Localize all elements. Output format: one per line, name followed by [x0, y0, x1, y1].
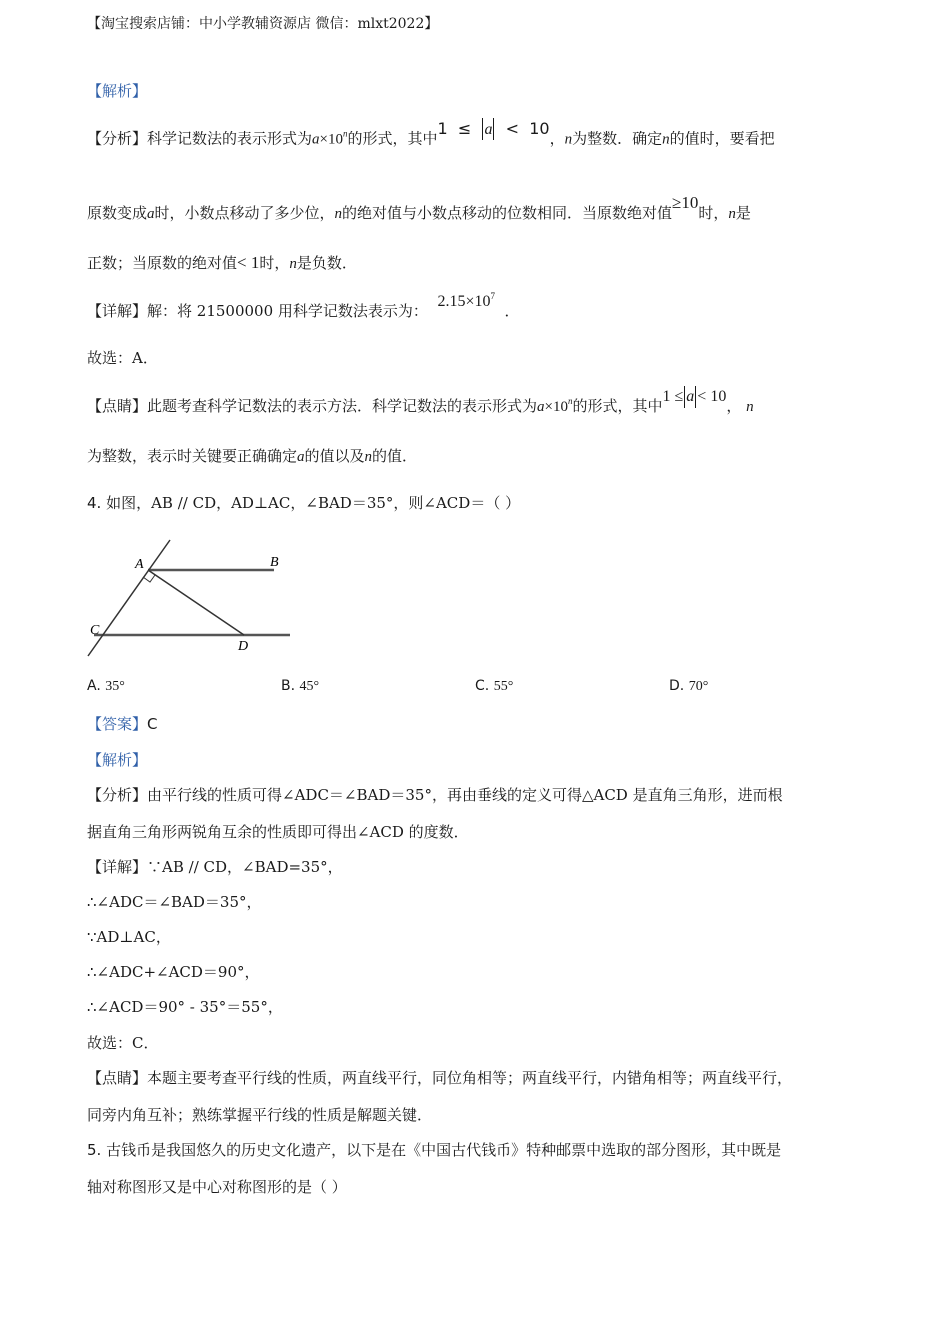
- q4-analysis-line2: 据直角三角形两锐角互余的性质即可得出∠ACD 的度数．: [87, 823, 469, 841]
- q4-option-c[interactable]: C. 55°: [475, 678, 514, 694]
- q3-result: $2.15\times 10^7$: [437, 291, 495, 310]
- q4-geometry-figure: [80, 530, 300, 665]
- q4-detail-line2: ∴∠ADC＝∠BAD＝35°，: [87, 893, 262, 911]
- label-c: C: [90, 623, 100, 638]
- q4-comment-tag: 【点睛】: [87, 1069, 148, 1087]
- q4-option-d[interactable]: D. 70°: [669, 678, 709, 694]
- q3-comment-inequality: 1 ≤ a < 10: [663, 388, 727, 405]
- q4-detail-line5: ∴∠ACD＝90° - 35°＝55°，: [87, 998, 283, 1016]
- q4-analysis-line1: 【分析】由平行线的性质可得∠ADC＝∠BAD＝35°，再由垂线的定义可得△ACD 是直角三角形，进而根: [87, 786, 783, 804]
- q4-answer-tag: 【答案】: [87, 715, 148, 733]
- q3-analysis-tag: 【分析】: [87, 129, 148, 148]
- q4-detail-line1: 【详解】∵AB // CD，∠BAD=35°，: [87, 858, 343, 876]
- q4-option-b[interactable]: B. 45°: [281, 678, 320, 694]
- q4-comment-line1: 【点睛】本题主要考查平行线的性质，两直线平行，同位角相等；两直线平行，内错角相等；两直线平行，: [87, 1069, 793, 1087]
- q4-number: 4.: [87, 494, 102, 512]
- q4-detail-tag: 【详解】: [87, 858, 148, 876]
- q5-question-line1: 5. 古钱币是我国悠久的历史文化遗产，以下是在《中国古代钱币》特种邮票中选取的部分图形，其中既是: [87, 1141, 782, 1159]
- label-b: B: [270, 555, 279, 570]
- q4-option-a[interactable]: A. 35°: [87, 678, 125, 694]
- q4-comment-line2: 同旁内角互补；熟练掌握平行线的性质是解题关键．: [87, 1106, 433, 1124]
- q3-analysis-line1: 【分析】科学记数法的表示形式为$a\times 10^n$的形式，其中1 ≤ a < 10，n为整数．确定n的值时，要看把: [87, 118, 775, 148]
- label-a: A: [135, 557, 144, 572]
- q5-question-line2: 轴对称图形又是中心对称图形的是（ ）: [87, 1178, 347, 1196]
- q4-analysis-tag: 【分析】: [87, 786, 148, 804]
- q4-choice: 故选：C．: [87, 1034, 159, 1052]
- q3-analysis-line3: 正数；当原数的绝对值< 1时，n是负数．: [87, 253, 357, 272]
- q3-comment-line2: 为整数，表示时关键要正确确定a的值以及n的值．: [87, 447, 418, 465]
- q3-inequality: 1 ≤ a < 10: [438, 119, 550, 138]
- q3-detail: 【详解】解：将 21500000 用科学记数法表示为： $2.15\times 10^7$ ．: [87, 291, 520, 320]
- line-ad: [148, 570, 244, 635]
- q3-choice: 故选：A．: [87, 349, 158, 367]
- line-ac: [88, 540, 170, 656]
- q3-detail-tag: 【详解】: [87, 302, 148, 320]
- q4-detail-line4: ∴∠ADC+∠ACD＝90°，: [87, 963, 260, 981]
- q4-question: 4. 如图，AB // CD，AD⊥AC，∠BAD＝35°，则∠ACD＝（ ）: [87, 494, 521, 512]
- q3-comment-tag: 【点睛】: [87, 397, 148, 415]
- q3-analysis-line2: 原数变成a时，小数点移动了多少位，n的绝对值与小数点移动的位数相同．当原数绝对值≥10时，n是: [87, 193, 751, 222]
- q5-number: 5.: [87, 1141, 102, 1159]
- q3-comment-line1: 【点睛】此题考查科学记数法的表示方法．科学记数法的表示形式为$a\times 10^n$的形式，其中1 ≤ a < 10， n: [87, 388, 754, 415]
- q4-jiexi-tag: 【解析】: [87, 751, 148, 769]
- label-d: D: [238, 639, 249, 654]
- q4-answer: 【答案】C: [87, 715, 158, 733]
- shop-banner: 【淘宝搜索店铺：中小学教辅资源店 微信：mlxt2022】: [87, 16, 439, 32]
- q4-detail-line3: ∵AD⊥AC，: [87, 928, 171, 946]
- q3-jiexi-tag: 【解析】: [87, 82, 148, 100]
